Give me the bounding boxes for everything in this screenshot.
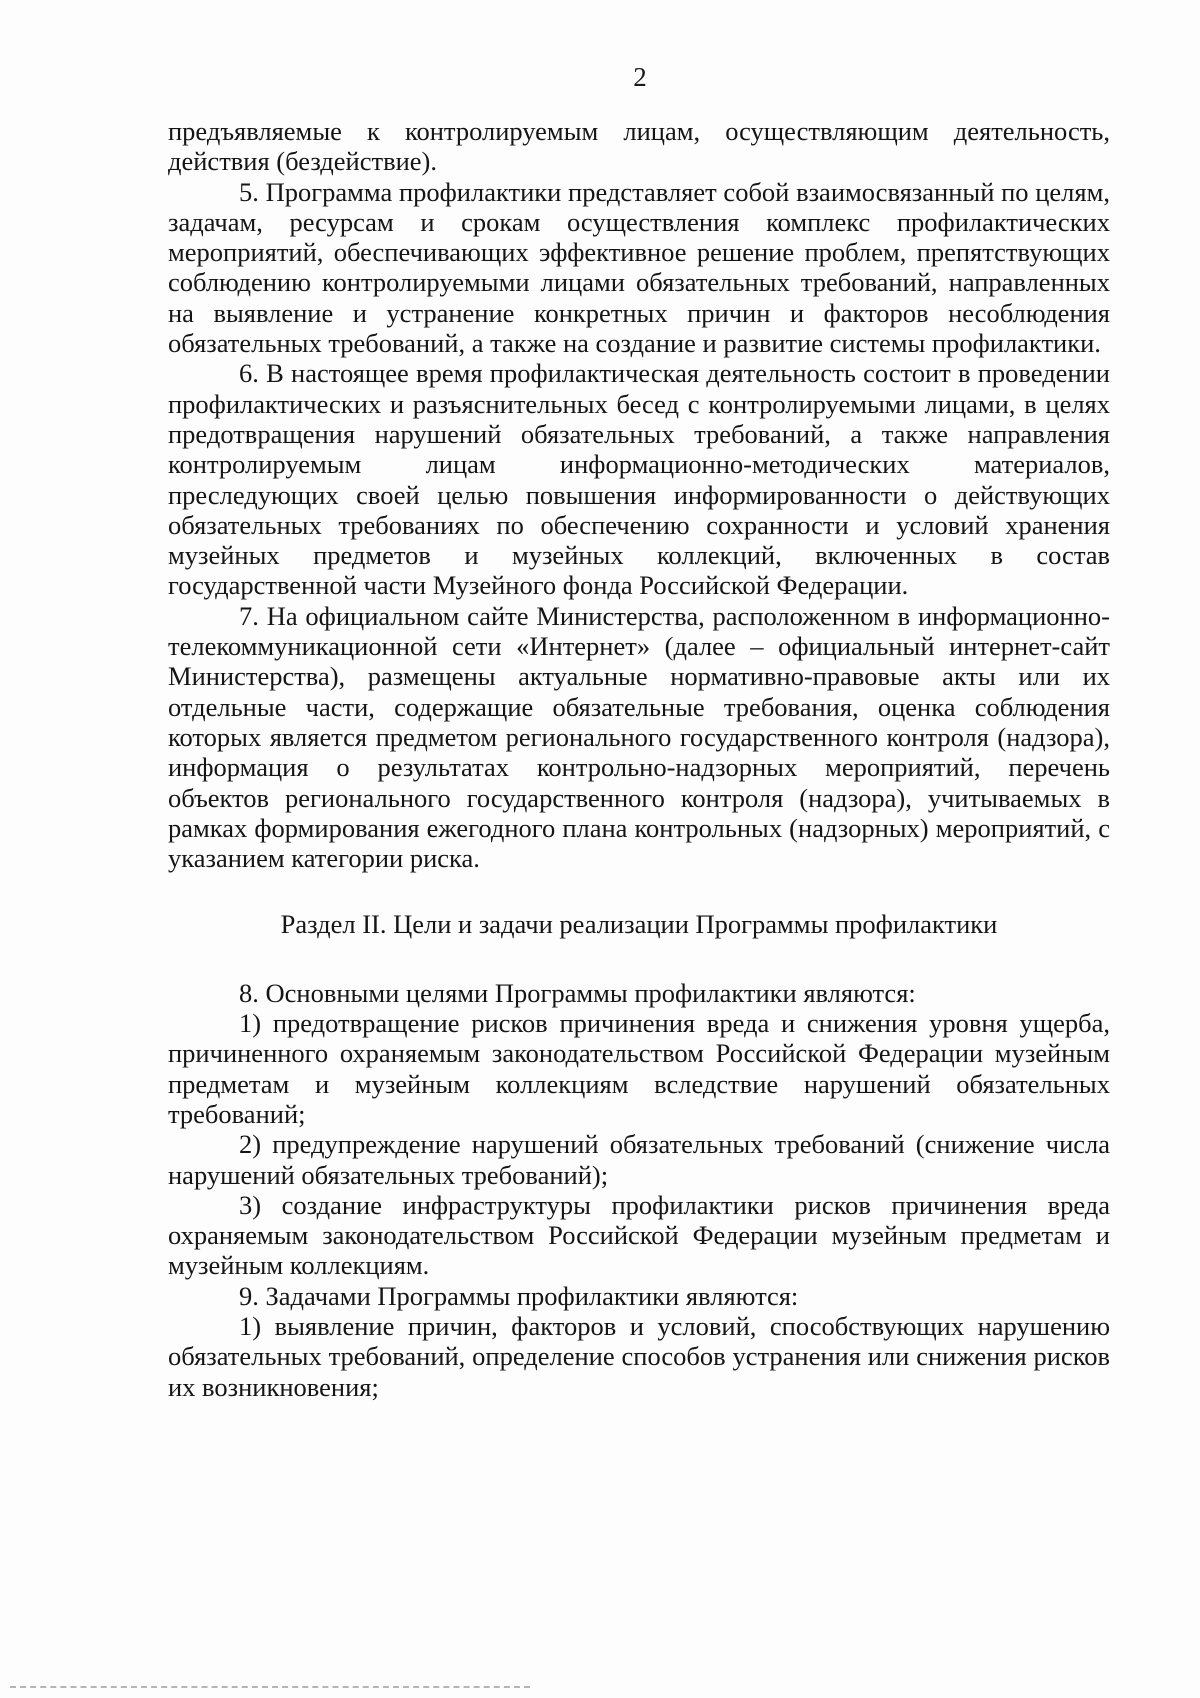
scan-artifact-line bbox=[10, 1686, 530, 1688]
paragraph-8-item-3: 3) создание инфраструктуры профилактики рисков причинения вреда охраняемым законодательством Российской Федерации музейным предметам и музейным коллекциям. bbox=[168, 1189, 1110, 1281]
document-body bbox=[168, 116, 1110, 1402]
paragraph-8-item-2: 2) предупреждение нарушений обязательных требований (снижение числа нарушений обязательных требований); bbox=[168, 1129, 1110, 1190]
paragraph-8-item-1: 1) предотвращение рисков причинения вреда и снижения уровня ущерба, причиненного охраняемым законодательством Российской Федерации музейным предметам и музейным коллекциям вследствие нарушений обязательных требований; bbox=[168, 1008, 1110, 1129]
paragraph-7: 7. На официальном сайте Министерства, расположенном в информационно-телекоммуникационной сети «Интернет» (далее – официальный интернет-сайт Министерства), размещены актуальные нормативно-правовые акты или их отдельные части, содержащие обязательные требования, оценка соблюдения которых является предметом регионального государственного контроля (надзора), информация о результатах контрольно-надзорных мероприятий, перечень объектов регионального государственного контроля (надзора), учитываемых в рамках формирования ежегодного плана контрольных (надзорных) мероприятий, с указанием категории риска. bbox=[168, 600, 1110, 874]
page-number: 2 bbox=[633, 62, 647, 92]
paragraph-9: 9. Задачами Программы профилактики являются: bbox=[239, 1280, 799, 1311]
section-heading: Раздел II. Цели и задачи реализации Программы профилактики bbox=[280, 909, 998, 940]
paragraph-6: 6. В настоящее время профилактическая деятельность состоит в проведении профилактических и разъяснительных бесед с контролируемыми лицами, в целях предотвращения нарушений обязательных требований, а также направления контролируемым лицам информационно-методических материалов, преследующих своей целью повышения информированности о действующих обязательных требованиях по обеспечению сохранности и условий хранения музейных предметов и музейных коллекций, включенных в состав государственной части Музейного фонда Российской Федерации. bbox=[168, 358, 1110, 601]
paragraph-9-item-1: 1) выявление причин, факторов и условий, способствующих нарушению обязательных требований, определение способов устранения или снижения рисков их возникновения; bbox=[168, 1310, 1110, 1402]
paragraph-8: 8. Основными целями Программы профилактики являются: bbox=[239, 977, 916, 1008]
paragraph-5: 5. Программа профилактики представляет собой взаимосвязанный по целям, задачам, ресурсам и срокам осуществления комплекс профилактических мероприятий, обеспечивающих эффективное решение проблем, препятствующих соблюдению контролируемыми лицами обязательных требований, направленных на выявление и устранение конкретных причин и факторов несоблюдения обязательных требований, а также на создание и развитие системы профилактики. bbox=[168, 176, 1110, 359]
paragraph-continuation: предъявляемые к контролируемым лицам, осуществляющим деятельность, действия (бездействие). bbox=[168, 116, 1110, 177]
